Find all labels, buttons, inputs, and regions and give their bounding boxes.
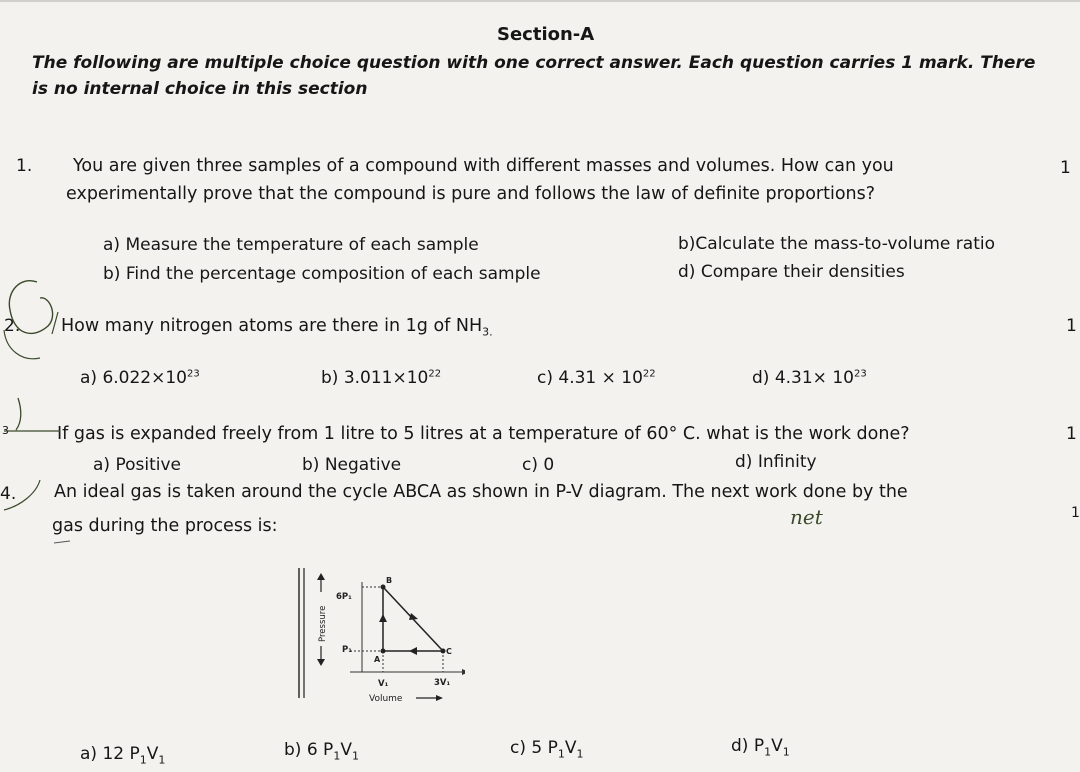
section-title: Section-A [497,24,595,45]
q3-marks: 1 [1066,424,1077,444]
q4-option-d: d) $P_1V_1$ [731,736,790,759]
instructions-line-1: The following are multiple choice question with one correct answer. Each question carries 1 mark. There [32,53,1036,73]
q3-number: 3 [2,424,9,437]
q4-number: 4. [0,484,17,504]
q3-option-a: a) Positive [93,455,181,475]
x-axis-label: Volume [369,694,403,704]
label-3v1: 3V₁ [434,678,451,688]
q1-text-line-2: experimentally prove that the compound is pure and follows the law of definite proportions? [66,184,876,204]
q1-option-a: a) Measure the temperature of each sample [103,235,479,255]
q3-option-b: b) Negative [302,455,402,475]
label-point-a: A [374,655,381,664]
instructions-line-2: is no internal choice in this section [32,79,368,99]
q1-option-d: d) Compare their densities [678,262,905,282]
q1-marks: 1 [1060,158,1071,178]
handwritten-mark-q3 [4,398,60,431]
q4-text-line-1: An ideal gas is taken around the cycle ABCA as shown in P-V diagram. The next work done by the [54,482,908,502]
q3-option-d: d) Infinity [735,452,817,472]
q1-option-b-first: b) Find the percentage composition of each sample [103,264,541,284]
label-v1: V₁ [378,679,389,689]
q2-marks: 1 [1066,316,1077,336]
handwritten-note-net: net [790,505,823,529]
q1-option-b-second: b)Calculate the mass-to-volume ratio [678,234,995,254]
q4-option-c: c) 5 $P_1V_1$ [510,738,584,761]
q3-option-c: c) 0 [522,455,555,475]
y-axis-label: Pressure [318,605,328,642]
q2-option-b: b) $3.011\times 10^{22}$ [321,368,442,388]
label-point-c: C [446,647,452,656]
label-point-b: B [386,576,393,585]
label-p1: P₁ [342,645,352,655]
q3-text: If gas is expanded freely from 1 litre to 5 litres at a temperature of 60° C. what is the work done? [57,424,910,444]
label-6p1: 6P₁ [336,592,352,602]
q2-number: 2. [4,316,21,336]
q4-marks: 1 [1071,505,1080,521]
q4-option-a: a) 12 $P_1V_1$ [80,744,166,767]
q4-text-line-2: gas during the process is: [52,516,278,536]
q2-option-c: c) $4.31 \times 10^{22}$ [537,368,656,388]
q1-text-line-1: You are given three samples of a compound with different masses and volumes. How can you [73,156,894,176]
handwritten-stroke-q2 [4,330,40,359]
q2-text: How many nitrogen atoms are there in 1g of $NH_{3.}$ [61,316,493,339]
q4-option-b: b) 6 $P_1V_1$ [284,740,359,763]
handwritten-circle-q2 [9,281,52,334]
q2-option-d: d) $4.31\times 10^{23}$ [752,368,867,388]
handwritten-stroke-q4 [4,480,40,510]
handwritten-underline-q4 [54,541,70,543]
q1-number: 1. [16,156,33,176]
q2-option-a: a) $6.022\times 10^{23}$ [80,368,200,388]
